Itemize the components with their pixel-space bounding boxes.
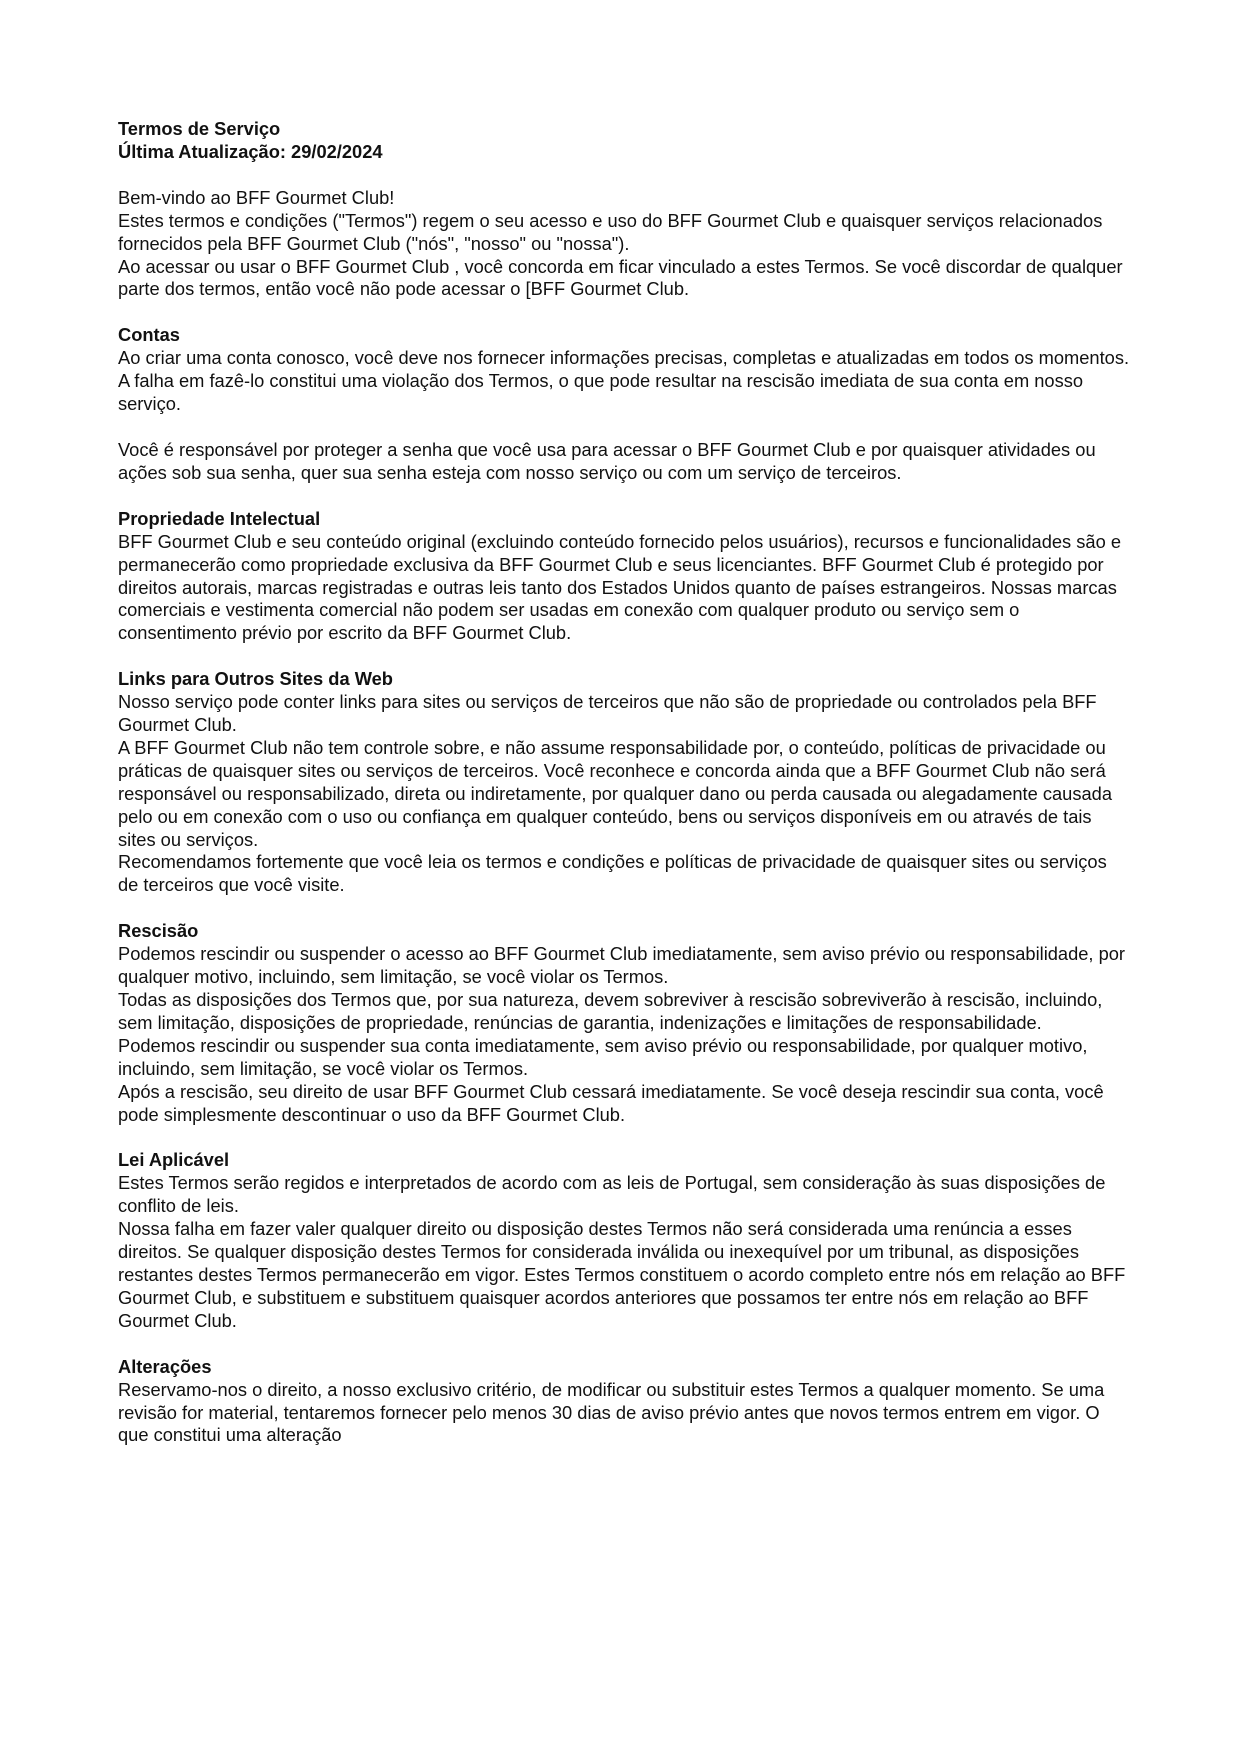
section-paragraph: Reservamo-nos o direito, a nosso exclusivo critério, de modificar ou substituir estes Termos a qualquer momento. Se uma revisão for material, tentaremos fornecer pelo menos 30 dias de aviso prévio antes que novos termos entrem em vigor. O que constitui uma alteração xyxy=(118,1378,1105,1446)
intro-paragraph: Estes termos e condições ("Termos") regem o seu acesso e uso do BFF Gourmet Club e quaisquer serviços relacionados fornecidos pela BFF Gourmet Club ("nós", "nosso" ou "nossa"). xyxy=(118,209,1103,254)
section-paragraph: Ao criar uma conta conosco, você deve nos fornecer informações precisas, completas e atualizadas em todos os momentos. A falha em fazê-lo constitui uma violação dos Termos, o que pode resultar na rescisão imediata de sua conta em nosso serviço. xyxy=(118,347,1130,415)
section-alteracoes xyxy=(118,1356,1130,1448)
section-senha xyxy=(118,439,1130,485)
section-paragraph: Após a rescisão, seu direito de usar BFF Gourmet Club cessará imediatamente. Se você deseja rescindir sua conta, você pode simplesmente descontinuar o uso da BFF Gourmet Club. xyxy=(118,1080,1104,1125)
section-links xyxy=(118,668,1130,897)
section-paragraph: Nosso serviço pode conter links para sites ou serviços de terceiros que não são de propriedade ou controlados pela BFF Gourmet Club. xyxy=(118,691,1097,736)
section-rescisao xyxy=(118,920,1130,1126)
section-heading: Rescisão xyxy=(118,920,199,942)
section-heading: Propriedade Intelectual xyxy=(118,507,321,529)
section-paragraph: Você é responsável por proteger a senha que você usa para acessar o BFF Gourmet Club e por quaisquer atividades ou ações sob sua senha, quer sua senha esteja com nosso serviço ou com um serviço de terceiros. xyxy=(118,438,1096,483)
last-updated: Última Atualização: 29/02/2024 xyxy=(118,140,383,162)
section-paragraph: A BFF Gourmet Club não tem controle sobre, e não assume responsabilidade por, o conteúdo, políticas de privacidade ou práticas de quaisquer sites ou serviços de terceiros. Você reconhece e concorda ainda que a BFF Gourmet Club não será responsável ou responsabilizado, direta ou indiretamente, por qualquer dano ou perda causada ou alegadamente causada pelo ou em conexão com o uso ou confiança em qualquer conteúdo, bens ou serviços disponíveis em ou através de tais sites ou serviços. xyxy=(118,736,1112,850)
section-paragraph: Estes Termos serão regidos e interpretados de acordo com as leis de Portugal, sem consideração às suas disposições de conflito de leis. xyxy=(118,1172,1106,1217)
section-paragraph: Todas as disposições dos Termos que, por sua natureza, devem sobreviver à rescisão sobreviverão à rescisão, incluindo, sem limitação, disposições de propriedade, renúncias de garantia, indenizações e limitações de responsabilidade. xyxy=(118,989,1103,1033)
document-header xyxy=(118,118,1130,164)
section-heading: Contas xyxy=(118,324,180,346)
intro-paragraph: Bem-vindo ao BFF Gourmet Club! xyxy=(118,186,395,208)
section-propriedade-intelectual xyxy=(118,508,1130,645)
intro-section xyxy=(118,187,1130,302)
section-lei-aplicavel xyxy=(118,1149,1130,1332)
section-heading: Alterações xyxy=(118,1355,212,1377)
section-heading: Links para Outros Sites da Web xyxy=(118,668,393,690)
section-paragraph: Podemos rescindir ou suspender o acesso ao BFF Gourmet Club imediatamente, sem aviso prévio ou responsabilidade, por qualquer motivo, incluindo, sem limitação, se você violar os Termos. xyxy=(118,943,1126,988)
section-heading: Lei Aplicável xyxy=(118,1149,230,1171)
document-title: Termos de Serviço xyxy=(118,118,281,139)
section-paragraph: Recomendamos fortemente que você leia os termos e condições e políticas de privacidade de quaisquer sites ou serviços de terceiros que você visite. xyxy=(118,851,1107,896)
section-paragraph: Nossa falha em fazer valer qualquer direito ou disposição destes Termos não será considerada uma renúncia a esses direitos. Se qualquer disposição destes Termos for considerada inválida ou inexequível por um tribunal, as disposições restantes destes Termos permanecerão em vigor. Estes Termos constituem o acordo completo entre nós em relação ao BFF Gourmet Club, e substituem e substituem quaisquer acordos anteriores que possamos ter entre nós em relação ao BFF Gourmet Club. xyxy=(118,1218,1126,1331)
section-paragraph: Podemos rescindir ou suspender sua conta imediatamente, sem aviso prévio ou responsabilidade, por qualquer motivo, incluindo, sem limitação, se você violar os Termos. xyxy=(118,1034,1088,1079)
section-paragraph: BFF Gourmet Club e seu conteúdo original (excluindo conteúdo fornecido pelos usuários), recursos e funcionalidades são e permanecerão como propriedade exclusiva da BFF Gourmet Club e seus licenciantes. BFF Gourmet Club é protegido por direitos autorais, marcas registradas e outras leis tanto dos Estados Unidos quanto de países estrangeiros. Nossas marcas comerciais e vestimenta comercial não podem ser usadas em conexão com qualquer produto ou serviço sem o consentimento prévio por escrito da BFF Gourmet Club. xyxy=(118,530,1121,644)
intro-paragraph: Ao acessar ou usar o BFF Gourmet Club , você concorda em ficar vinculado a estes Termos. Se você discordar de qualquer parte dos termos, então você não pode acessar o [BFF Gourmet Club. xyxy=(118,255,1123,300)
section-contas xyxy=(118,324,1130,416)
